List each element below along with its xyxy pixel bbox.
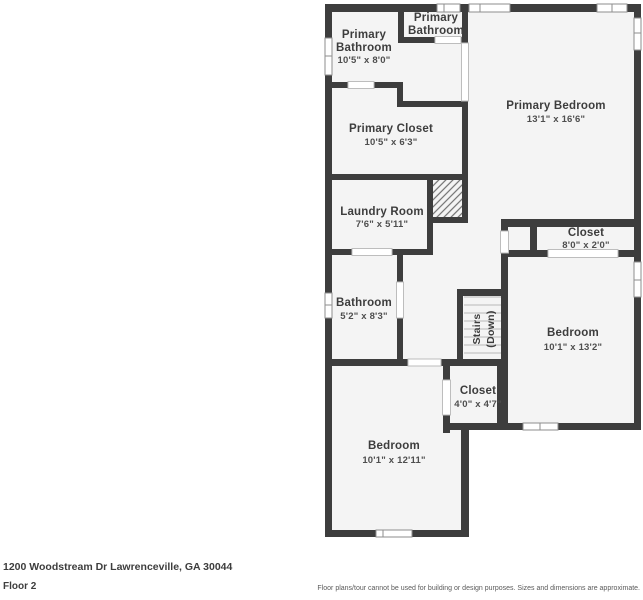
svg-text:5'2" x 8'3": 5'2" x 8'3" <box>340 311 388 322</box>
svg-text:Bathroom: Bathroom <box>408 25 464 37</box>
svg-text:Closet: Closet <box>459 385 497 397</box>
svg-text:Primary Bedroom: Primary Bedroom <box>506 100 606 112</box>
svg-text:Primary Closet: Primary Closet <box>349 123 433 135</box>
svg-text:Closet: Closet <box>567 227 605 239</box>
svg-text:Bathroom: Bathroom <box>336 297 392 309</box>
svg-text:Bedroom: Bedroom <box>368 440 420 452</box>
room-label-primary-bathroom-small <box>408 12 464 37</box>
room-label-primary-bathroom <box>336 29 392 66</box>
svg-text:10'1" x 13'2": 10'1" x 13'2" <box>543 342 603 353</box>
floor-label: Floor 2 <box>3 581 37 592</box>
svg-text:Primary: Primary <box>341 29 387 41</box>
svg-text:Laundry Room: Laundry Room <box>340 206 424 218</box>
svg-text:Bedroom: Bedroom <box>547 327 599 339</box>
svg-text:7'6" x 5'11": 7'6" x 5'11" <box>355 219 409 230</box>
svg-text:Primary: Primary <box>413 12 459 24</box>
property-address: 1200 Woodstream Dr Lawrenceville, GA 30044 <box>3 561 233 573</box>
svg-text:8'0" x 2'0": 8'0" x 2'0" <box>562 240 610 251</box>
svg-text:Bathroom: Bathroom <box>336 42 392 54</box>
svg-text:4'0" x 4'7": 4'0" x 4'7" <box>454 399 502 410</box>
hatched-shaft <box>433 180 462 217</box>
svg-text:10'5" x 6'3": 10'5" x 6'3" <box>364 137 418 148</box>
svg-text:13'1" x 16'6": 13'1" x 16'6" <box>526 114 586 125</box>
svg-text:10'5" x 8'0": 10'5" x 8'0" <box>337 55 391 66</box>
svg-text:10'1" x 12'11": 10'1" x 12'11" <box>362 455 426 466</box>
svg-text:(Down): (Down) <box>485 310 497 348</box>
disclaimer-text: Floor plans/tour cannot be used for building or design purposes. Sizes and dimensions are approximate. <box>317 585 640 592</box>
svg-text:Stairs: Stairs <box>471 313 483 345</box>
